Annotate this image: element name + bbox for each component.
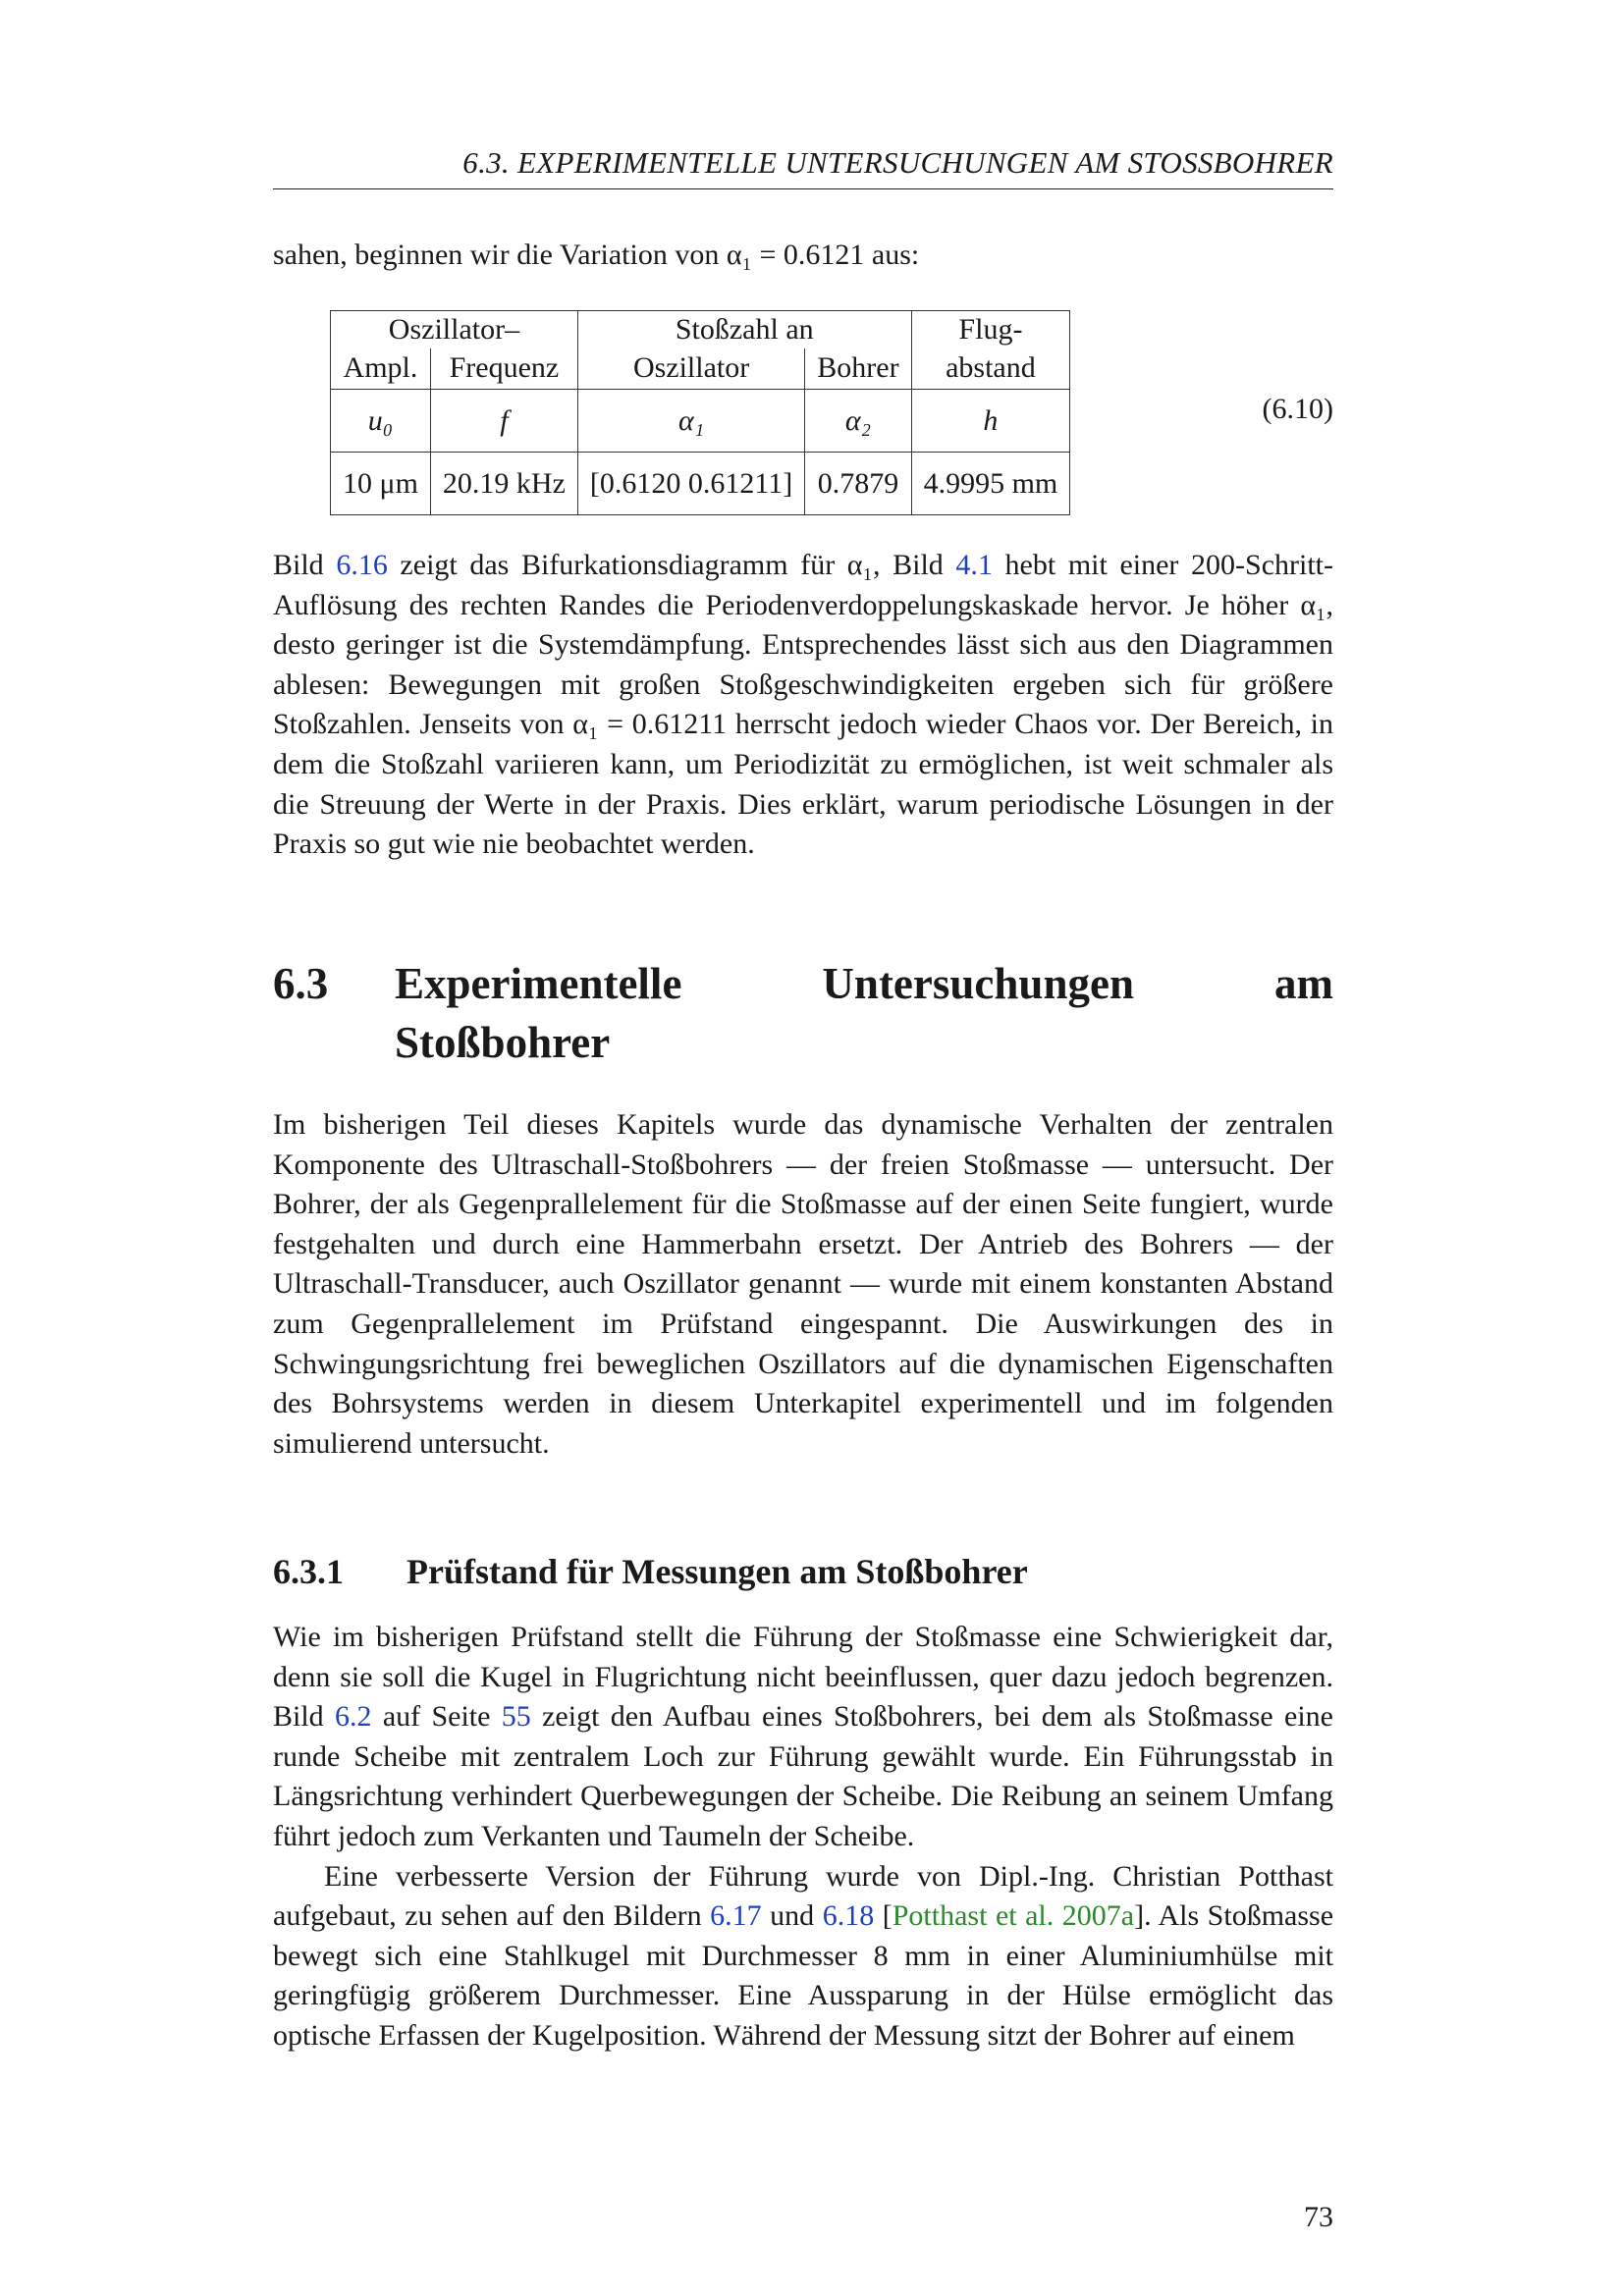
section-title-word: am [1273, 959, 1333, 1008]
link-figure-6-2[interactable]: 6.2 [335, 1700, 372, 1734]
paragraph-intro-section: Im bisherigen Teil dieses Kapitels wurde das dynamische Verhalten der zentralen Komponente des Ultraschall-Stoßbohrers — der freien Stoßmasse — untersucht. Der Bohrer, der als Gegenprallelement für die Stoßmasse auf der einen Seite fungiert, wurde festgehalten und durch eine Hammerbahn ersetzt. Der Antrieb des Bohrers — der Ultraschall-Transducer, auch Oszillator genannt — wurde mit einem konstanten Abstand zum Gegenprallelement im Prüfstand eingespannt. Die Auswirkungen des in Schwingungsrichtung frei beweglichen Oszillators auf die dynamischen Eigenschaften des Bohrsystems werden in diesem Unterkapitel experimentell und im folgenden simulierend untersucht. [273, 1108, 1333, 1460]
subsection-heading [273, 1551, 1028, 1592]
table-symbol-u0: u₀ [331, 390, 431, 453]
equation-number: (6.10) [1262, 393, 1333, 425]
section-title-line2: Stoßbohrer [395, 1018, 611, 1067]
intro-line-text: sahen, beginnen wir die Variation von α₁ = 0.6121 aus: [273, 239, 920, 271]
table-group-oszillator: Oszillator– [331, 311, 578, 348]
table-symbol-h: h [911, 390, 1070, 453]
table-symbol-f: f [430, 390, 577, 453]
link-figure-4-1[interactable]: 4.1 [955, 549, 993, 581]
link-figure-6-16[interactable]: 6.16 [336, 549, 388, 581]
section-title-word: Untersuchungen [822, 959, 1134, 1008]
subsection-number: 6.3.1 [273, 1552, 344, 1591]
paragraph-pruefstand: Wie im bisherigen Prüfstand stellt die Führung der Stoßmasse eine Schwierigkeit dar, denn sie soll die Kugel in Flugrichtung nicht beeinflussen, quer dazu jedoch begrenzen. Bild 6.2 auf Seite 55 zeigt den Aufbau eines Stoßbohrers, bei dem als Stoßmasse eine runde Scheibe mit zentralem Loch zur Führung gewählt wurde. Ein Führungsstab in Längsrichtung verhindert Querbewegungen der Scheibe. Die Reibung an seinem Umfang führt jedoch zum Verkanten und Taumeln der Scheibe. Eine verbesserte Version der Führung wurde von Dipl.-Ing. Christian Potthast aufgebaut, zu sehen auf den Bildern 6.17 und 6.18 [Potthast et al. 2007a]. Als Stoßmasse bewegt sich eine Stahlkugel mit Durchmesser 8 mm in einer Aluminiumhülse mit geringfügig größerem Durchmesser. Eine Aussparung in der Hülse ermöglicht das optische Erfassen der Kugelposition. Während der Messung sitzt der Bohrer auf einem [273, 1621, 1334, 2052]
intro-line [273, 236, 1333, 276]
subsection-title: Prüfstand für Messungen am Stoßbohrer [406, 1552, 1028, 1591]
table-value-h: 4.9995 mm [911, 453, 1070, 515]
table-group-flug: Flug- [911, 311, 1070, 348]
link-page-55[interactable]: 55 [501, 1700, 531, 1734]
table-symbol-a2: α₂ [805, 390, 911, 453]
table-value-a1: [0.6120 0.61211] [577, 453, 804, 515]
running-head-text: 6.3. EXPERIMENTELLE UNTERSUCHUNGEN AM STOSSBOHRER [462, 145, 1333, 180]
table-header-bohrer: Bohrer [805, 348, 911, 390]
table-symbol-a1: α₁ [577, 390, 804, 453]
link-figure-6-18[interactable]: 6.18 [822, 1899, 875, 1933]
paragraph-bifurcation: Bild 6.16 zeigt das Bifurkationsdiagramm für α₁, Bild 4.1 hebt mit einer 200-Schritt-Auflösung des rechten Randes die Periodenverdoppelungskaskade hervor. Je höher α₁, desto geringer ist die Systemdämpfung. Entsprechendes lässt sich aus den Diagrammen ablesen: Bewegungen mit großen Stoßgeschwindigkeiten ergeben sich für größere Stoßzahlen. Jenseits von α₁ = 0.61211 herrscht jedoch wieder Chaos vor. Der Bereich, in dem die Stoßzahl variieren kann, um Periodizität zu ermöglichen, ist weit schmaler als die Streuung der Werte in der Praxis. Dies erklärt, warum periodische Lösungen in der Praxis so gut wie nie beobachtet werden. [273, 549, 1333, 861]
table-header-abstand: abstand [911, 348, 1070, 390]
section-number: 6.3 [273, 959, 329, 1008]
table-value-u0: 10 μm [331, 453, 431, 515]
table-header-ampl: Ampl. [331, 348, 431, 390]
table-group-stosszahl: Stoßzahl an [577, 311, 911, 348]
section-title-word: Experimentelle [395, 959, 682, 1008]
table-value-a2: 0.7879 [805, 453, 911, 515]
running-head [273, 137, 1333, 189]
link-figure-6-17[interactable]: 6.17 [710, 1899, 762, 1933]
page-number: 73 [1304, 2201, 1333, 2233]
table-header-oszillator: Oszillator [577, 348, 804, 390]
parameter-table [330, 310, 1070, 515]
citation-potthast-2007a[interactable]: Potthast et al. 2007a [892, 1899, 1135, 1933]
table-header-frequenz: Frequenz [430, 348, 577, 390]
table-value-f: 20.19 kHz [430, 453, 577, 515]
